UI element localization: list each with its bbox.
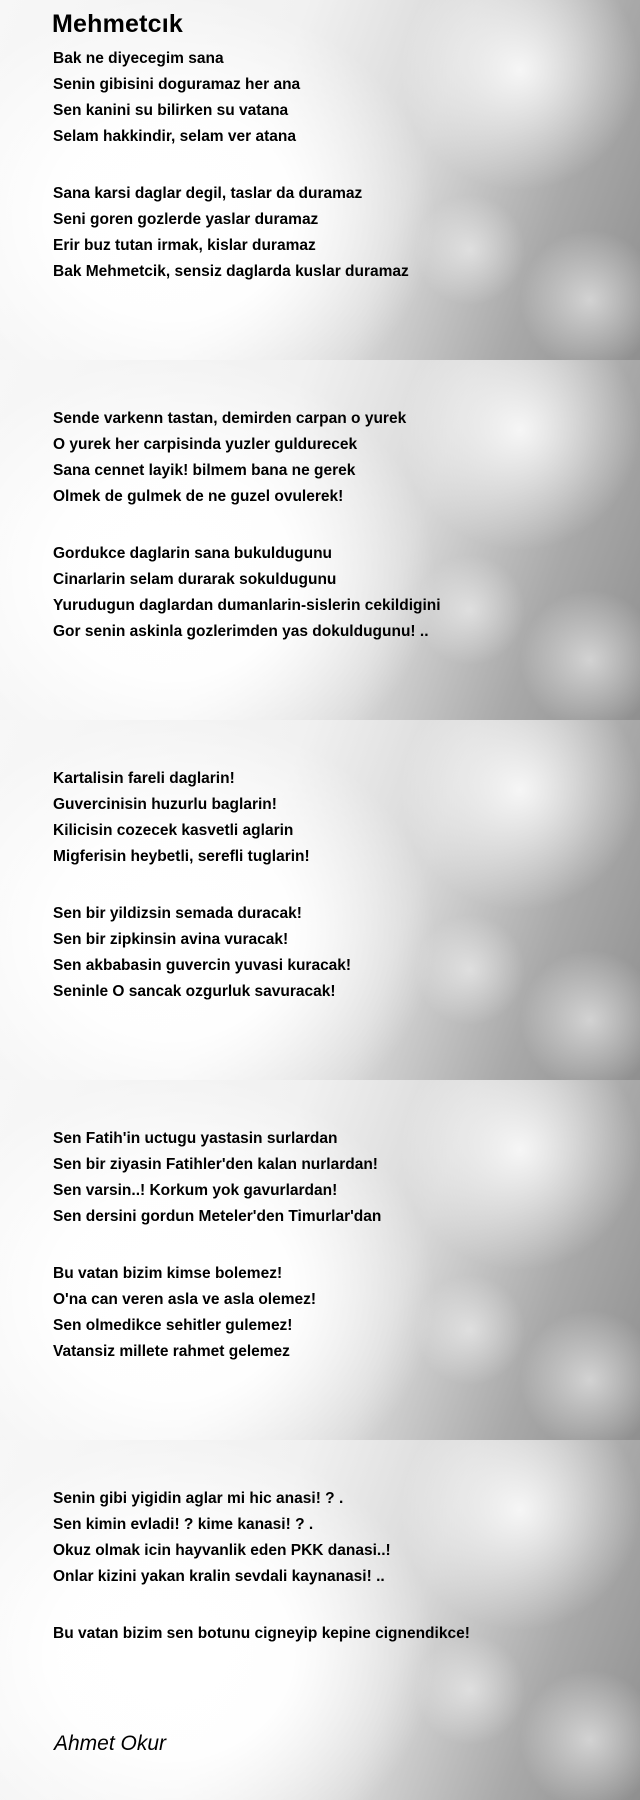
poem-line: Seni goren gozlerde yaslar duramaz — [53, 211, 319, 228]
poem-line: Migferisin heybetli, serefli tuglarin! — [53, 848, 310, 865]
poem-line: Bak ne diyecegim sana — [53, 50, 224, 67]
stanza-5 — [53, 766, 310, 870]
poem-line: Bu vatan bizim sen botunu cigneyip kepine cignendikce! — [53, 1625, 470, 1642]
poem-line: Gor senin askinla gozlerimden yas dokuldugunu! .. — [53, 623, 429, 640]
poem-line: Sende varkenn tastan, demirden carpan o yurek — [53, 410, 407, 427]
poem-line: Sana cennet layik! bilmem bana ne gerek — [53, 462, 356, 479]
poem-line: Onlar kizini yakan kralin sevdali kaynanasi! .. — [53, 1568, 385, 1585]
stanza-7 — [53, 1126, 381, 1230]
poem-line: Seninle O sancak ozgurluk savuracak! — [53, 983, 336, 1000]
poem-line: Sen bir ziyasin Fatihler'den kalan nurlardan! — [53, 1156, 378, 1173]
poem-line: Sen kanini su bilirken su vatana — [53, 102, 289, 119]
stanza-10 — [53, 1621, 470, 1647]
poem-line: Sen varsin..! Korkum yok gavurlardan! — [53, 1182, 338, 1199]
stanza-9 — [53, 1486, 391, 1590]
poem-title: Mehmetcık — [52, 10, 184, 38]
poem-line: Kilicisin cozecek kasvetli aglarin — [53, 822, 294, 839]
poem-line: Sen kimin evladi! ? kime kanasi! ? . — [53, 1516, 314, 1533]
stanza-6 — [53, 901, 351, 1005]
stanza-4 — [53, 541, 441, 645]
poem-line: Sen bir yildizsin semada duracak! — [53, 905, 302, 922]
stanza-3 — [53, 406, 406, 510]
poem-line: Sana karsi daglar degil, taslar da duramaz — [53, 185, 363, 202]
poem-line: Selam hakkindir, selam ver atana — [53, 128, 296, 145]
poem-line: Sen Fatih'in uctugu yastasin surlardan — [53, 1130, 338, 1147]
poem-line: O yurek her carpisinda yuzler guldurecek — [53, 436, 358, 453]
poem-line: Senin gibisini doguramaz her ana — [53, 76, 301, 93]
poem-line: Erir buz tutan irmak, kislar duramaz — [53, 237, 316, 254]
poem-line: Bak Mehmetcik, sensiz daglarda kuslar duramaz — [53, 263, 409, 280]
poem-panel-5 — [0, 1440, 640, 1800]
poem-line: Sen bir zipkinsin avina vuracak! — [53, 931, 289, 948]
poem-line: Olmek de gulmek de ne guzel ovulerek! — [53, 488, 344, 505]
stanza-2 — [53, 181, 409, 285]
poem-panel-4 — [0, 1080, 640, 1440]
poem-line: Sen dersini gordun Meteler'den Timurlar'dan — [53, 1208, 382, 1225]
stanza-8 — [53, 1261, 316, 1365]
poem-line: Yurudugun daglardan dumanlarin-sislerin cekildigini — [53, 597, 441, 614]
poem-line: Kartalisin fareli daglarin! — [53, 770, 235, 787]
poem-author: Ahmet Okur — [54, 1732, 167, 1755]
stanza-1 — [53, 46, 300, 150]
poem-line: Gordukce daglarin sana bukuldugunu — [53, 545, 333, 562]
poem-line: Sen akbabasin guvercin yuvasi kuracak! — [53, 957, 352, 974]
poem-line: O'na can veren asla ve asla olemez! — [53, 1291, 317, 1308]
poem-line: Vatansiz millete rahmet gelemez — [53, 1343, 290, 1360]
poem-panel-3 — [0, 720, 640, 1080]
poem-panel-1 — [0, 0, 640, 360]
poem-line: Cinarlarin selam durarak sokuldugunu — [53, 571, 337, 588]
poem-panel-2 — [0, 360, 640, 720]
poem-line: Guvercinisin huzurlu baglarin! — [53, 796, 277, 813]
poem-line: Senin gibi yigidin aglar mi hic anasi! ? . — [53, 1490, 344, 1507]
poem-line: Sen olmedikce sehitler gulemez! — [53, 1317, 293, 1334]
poem-line: Okuz olmak icin hayvanlik eden PKK danasi..! — [53, 1542, 391, 1559]
poem-line: Bu vatan bizim kimse bolemez! — [53, 1265, 283, 1282]
